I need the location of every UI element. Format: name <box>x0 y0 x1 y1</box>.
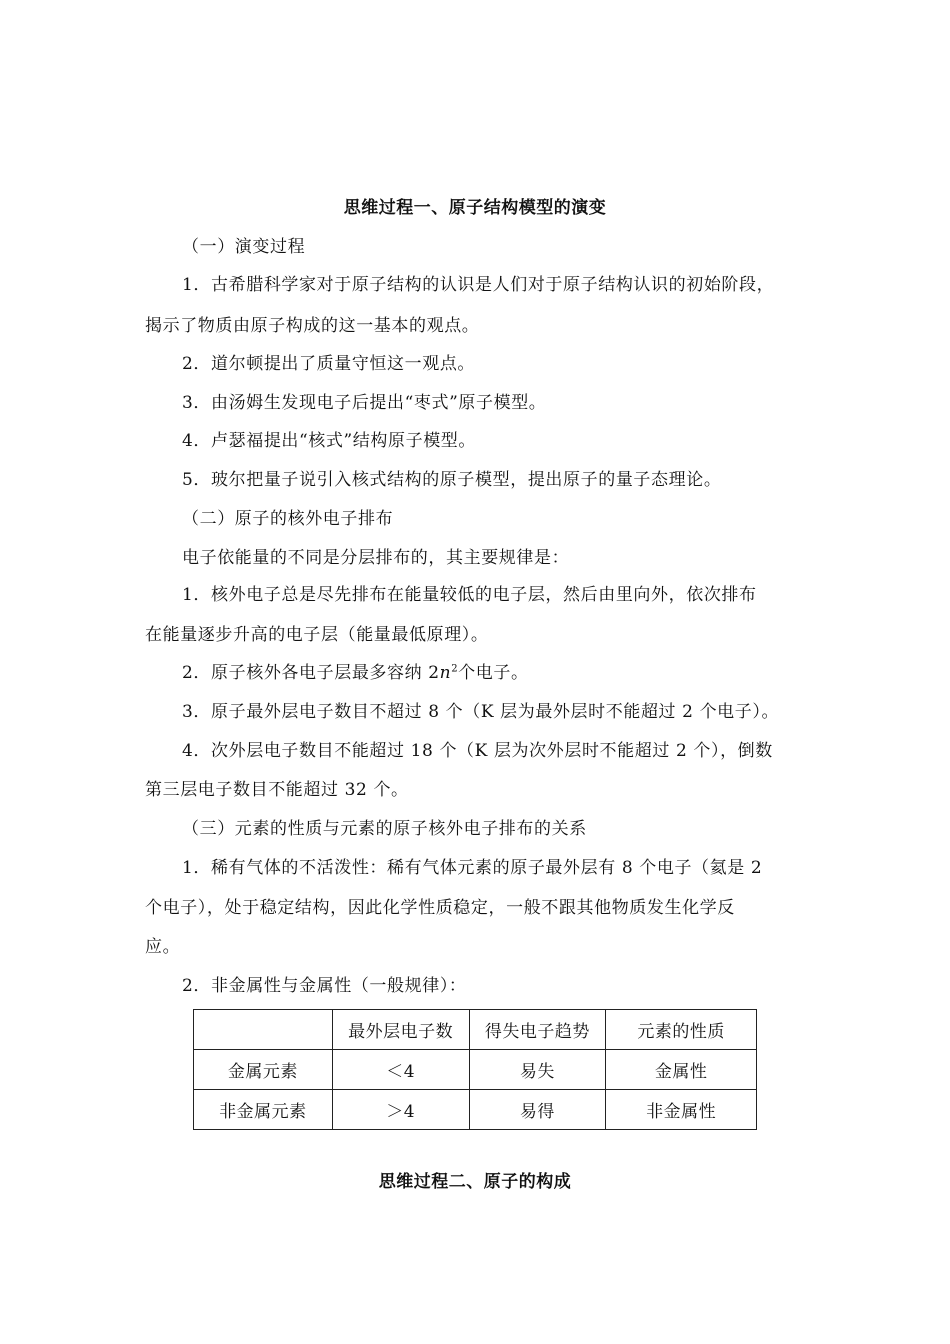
table-header-cell: 最外层电子数 <box>332 1010 469 1050</box>
sub2-item3: 3．原子最外层电子数目不超过 8 个（K 层为最外层时不能超过 2 个电子）。 <box>182 702 780 722</box>
sub2-item2-pre: 2．原子核外各电子层最多容纳 2 <box>182 663 440 683</box>
table-row <box>194 1050 757 1090</box>
sub2-heading: （二）原子的核外电子排布 <box>182 509 394 529</box>
table-cell: 易得 <box>469 1090 606 1130</box>
table-cell: 非金属元素 <box>194 1090 333 1130</box>
sub2-item2-sup: 2 <box>451 663 459 675</box>
sub2-item4-line2: 第三层电子数目不能超过 32 个。 <box>145 780 409 800</box>
metal-nonmetal-table <box>193 1009 757 1130</box>
sub2-item2-var: n <box>439 663 452 683</box>
table-header-cell: 得失电子趋势 <box>469 1010 606 1050</box>
sub1-item2: 2．道尔顿提出了质量守恒这一观点。 <box>182 354 476 374</box>
table-cell: 易失 <box>469 1050 606 1090</box>
sub1-item3: 3．由汤姆生发现电子后提出“枣式”原子模型。 <box>182 393 547 413</box>
table-cell: 非金属性 <box>606 1090 757 1130</box>
sub1-heading: （一）演变过程 <box>182 237 306 257</box>
table-cell: 金属元素 <box>194 1050 333 1090</box>
sub3-item1-line2: 个电子），处于稳定结构，因此化学性质稳定，一般不跟其他物质发生化学反 <box>145 898 735 918</box>
sub1-item1-line1: 1．古希腊科学家对于原子结构的认识是人们对于原子结构认识的初始阶段， <box>182 275 775 295</box>
sub3-item2: 2．非金属性与金属性（一般规律）： <box>182 976 467 996</box>
sub3-heading: （三）元素的性质与元素的原子核外电子排布的关系 <box>182 819 587 839</box>
section2-title: 思维过程二、原子的构成 <box>378 1172 572 1192</box>
table-header-cell <box>194 1010 333 1050</box>
table-header-cell: 元素的性质 <box>606 1010 757 1050</box>
sub2-item2-post: 个电子。 <box>458 663 529 683</box>
sub3-item1-line1: 1．稀有气体的不活泼性：稀有气体元素的原子最外层有 8 个电子（氦是 2 <box>182 858 763 878</box>
sub2-item4-line1: 4．次外层电子数目不能超过 18 个（K 层为次外层时不能超过 2 个），倒数 <box>182 741 773 761</box>
table-cell: ＞4 <box>332 1090 469 1130</box>
sub2-intro: 电子依能量的不同是分层排布的，其主要规律是： <box>182 548 570 568</box>
table-cell: ＜4 <box>332 1050 469 1090</box>
table-header-row <box>194 1010 757 1050</box>
sub2-item1-line1: 1．核外电子总是尽先排布在能量较低的电子层，然后由里向外，依次排布 <box>182 585 757 605</box>
sub3-item1-line3: 应。 <box>145 937 181 957</box>
sub1-item5: 5．玻尔把量子说引入核式结构的原子模型，提出原子的量子态理论。 <box>182 470 722 490</box>
table-row <box>194 1090 757 1130</box>
sub2-item2 <box>182 658 529 683</box>
section1-title: 思维过程一、原子结构模型的演变 <box>343 198 607 218</box>
table-cell: 金属性 <box>606 1050 757 1090</box>
sub1-item4: 4．卢瑟福提出“核式”结构原子模型。 <box>182 431 476 451</box>
sub2-item1-line2: 在能量逐步升高的电子层（能量最低原理）。 <box>145 625 489 645</box>
sub1-item1-line2: 揭示了物质由原子构成的这一基本的观点。 <box>145 316 480 336</box>
